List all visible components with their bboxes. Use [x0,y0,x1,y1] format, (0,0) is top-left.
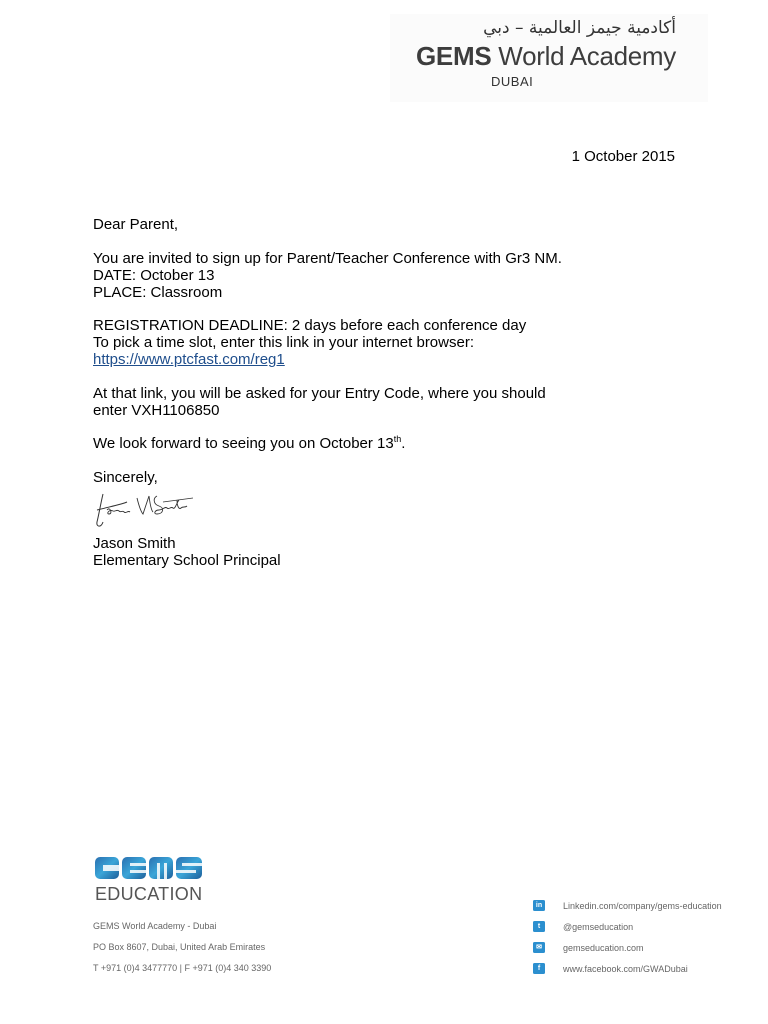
twitter-text: @gemseducation [563,921,634,932]
signature [93,488,195,532]
closing: Sincerely, [93,468,158,486]
linkedin-text: Linkedin.com/company/gems-education [563,900,722,911]
school-name [416,41,676,72]
address-line-1: GEMS World Academy - Dubai [93,921,217,931]
education-label: EDUCATION [95,884,203,904]
school-name-bold: GEMS [416,41,492,71]
address-line-3: T +971 (0)4 3477770 | F +971 (0)4 340 3390 [93,963,272,973]
place-line: PLACE: Classroom [93,283,223,301]
deadline-line: REGISTRATION DEADLINE: 2 days before each conference day [93,317,527,334]
address-line-2: PO Box 8607, Dubai, United Arab Emirates [93,942,266,952]
arabic-school-name: أكادمية جيمز العالمية – دبي [483,18,676,38]
forward-end: . [401,435,406,452]
signer [93,535,281,569]
facebook-text: www.facebook.com/GWADubai [563,963,688,974]
registration-link[interactable]: https://www.ptcfast.com/reg1 [93,351,285,368]
entry-code-line-2: enter VXH1106850 [93,401,220,419]
date-line: DATE: October 13 [93,266,215,284]
social-facebook[interactable] [533,963,688,974]
facebook-icon: f [533,963,545,974]
social-email[interactable] [533,942,644,953]
email-text: gemseducation.com [563,942,644,953]
school-name-rest: World Academy [491,41,676,71]
salutation: Dear Parent, [93,216,179,233]
forward-text: We look forward to seeing you on October 13 [93,435,394,452]
signer-title: Elementary School Principal [93,552,281,569]
signer-name: Jason Smith [93,535,176,552]
social-linkedin[interactable] [533,900,722,911]
twitter-icon: t [533,921,545,932]
forward-superscript: th [393,434,402,444]
instruction-line: To pick a time slot, enter this link in your internet browser: [93,334,474,351]
invite-line: You are invited to sign up for Parent/Teacher Conference with Gr3 NM. [93,249,562,267]
entry-code-line-1: At that link, you will be asked for your Entry Code, where you should [93,384,546,402]
letter-body [93,216,693,486]
forward-line [93,435,693,452]
email-icon: ✉ [533,942,545,953]
letter-date: 1 October 2015 [571,148,675,165]
school-city: DUBAI [491,74,534,89]
social-twitter[interactable] [533,921,633,932]
linkedin-icon: in [533,900,545,911]
header-logo [390,14,708,102]
